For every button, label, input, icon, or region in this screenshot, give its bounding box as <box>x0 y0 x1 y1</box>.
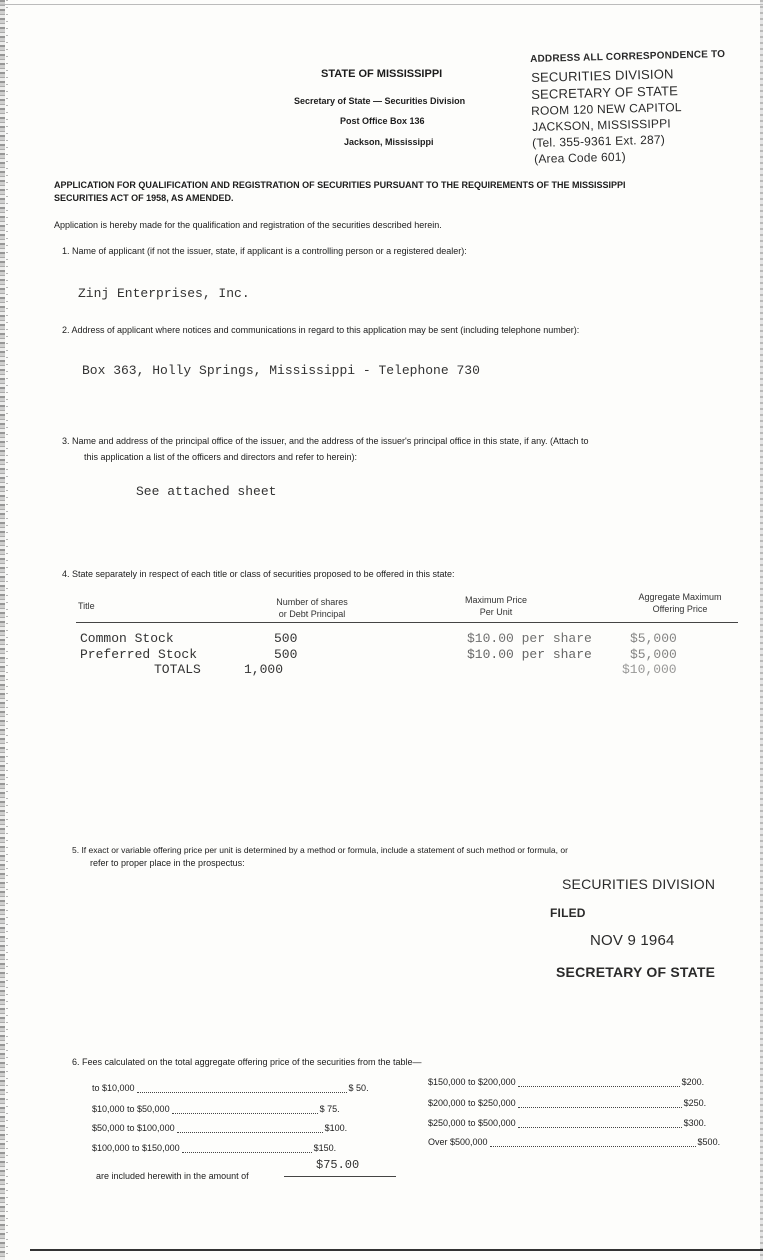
col-agg-header-1: Aggregate Maximum <box>638 592 722 602</box>
row-2-agg: $5,000 <box>630 647 677 662</box>
scan-bottom-line <box>30 1249 763 1251</box>
q1-answer: Zinj Enterprises, Inc. <box>78 286 250 301</box>
q3-label-2: this application a list of the officers and directors and refer to herein): <box>84 452 357 462</box>
intro-text: Application is hereby made for the qualification and registration of the securities described herein. <box>54 220 442 230</box>
row-1-title: Common Stock <box>80 631 174 646</box>
row-1-shares: 500 <box>274 631 298 646</box>
col-shares-header-2: or Debt Principal <box>278 609 346 619</box>
fee-included-underline <box>284 1176 396 1177</box>
fee-left-row-3: $50,000 to $100,000 $100. <box>92 1123 348 1133</box>
stamp-line-2: SECURITIES DIVISION <box>531 66 674 85</box>
filed-stamp-office: SECRETARY OF STATE <box>556 964 716 980</box>
scan-edge-left-dots <box>6 0 8 1260</box>
stamp-line-7: (Area Code 601) <box>534 149 627 166</box>
header-state: STATE OF MISSISSIPPI <box>321 68 443 80</box>
q5-label-2: refer to proper place in the prospectus: <box>90 858 245 868</box>
stamp-line-6: (Tel. 355-9361 Ext. 287) <box>532 132 666 150</box>
fee-right-row-2: $200,000 to $250,000 $250. <box>428 1098 707 1108</box>
q4-label: 4. State separately in respect of each title or class of securities proposed to be offered in this state: <box>62 569 455 579</box>
scan-edge-left <box>0 0 5 1260</box>
row-2-title: Preferred Stock <box>80 647 198 662</box>
filed-stamp-division: SECURITIES DIVISION <box>562 876 716 892</box>
q2-answer: Box 363, Holly Springs, Mississippi - Telephone 730 <box>82 363 480 378</box>
filed-stamp-filed: FILED <box>550 906 586 920</box>
q5-label-1: 5. If exact or variable offering price per unit is determined by a method or formula, include a statement of such method or formula, or <box>72 845 568 855</box>
col-price-header-2: Per Unit <box>479 607 513 617</box>
filed-stamp-date: NOV 9 1964 <box>590 932 675 949</box>
row-totals-shares: 1,000 <box>244 662 284 677</box>
header-office: Secretary of State — Securities Division <box>294 96 466 106</box>
stamp-line-1: ADDRESS ALL CORRESPONDENCE TO <box>530 48 726 65</box>
header-box: Post Office Box 136 <box>340 116 425 126</box>
fee-left-row-1: to $10,000 $ 50. <box>92 1083 369 1093</box>
row-totals-agg: $10,000 <box>622 662 677 677</box>
fee-right-row-4: Over $500,000 $500. <box>428 1137 721 1147</box>
row-2-shares: 500 <box>274 647 298 662</box>
header-city: Jackson, Mississippi <box>344 137 434 147</box>
table-header-rule <box>76 622 738 623</box>
col-shares-header-1: Number of shares <box>276 597 348 607</box>
row-1-agg: $5,000 <box>630 631 677 646</box>
fee-left-row-4: $100,000 to $150,000 $150. <box>92 1143 337 1153</box>
col-title-header: Title <box>78 601 95 611</box>
q6-label: 6. Fees calculated on the total aggregate offering price of the securities from the table— <box>72 1057 422 1067</box>
title-line-2: SECURITIES ACT OF 1958, AS AMENDED. <box>54 193 234 203</box>
scan-top-line <box>0 4 763 5</box>
col-price-header-1: Maximum Price <box>464 595 527 605</box>
fee-right-row-1: $150,000 to $200,000 $200. <box>428 1077 705 1087</box>
q1-label: 1. Name of applicant (if not the issuer, state, if applicant is a controlling person or a registered dealer): <box>62 246 467 256</box>
row-totals-title: TOTALS <box>154 662 201 677</box>
fee-included-amount: $75.00 <box>316 1158 360 1172</box>
fee-included-label: are included herewith in the amount of <box>96 1171 249 1181</box>
row-2-price: $10.00 per share <box>467 647 592 662</box>
fee-left-row-2: $10,000 to $50,000 $ 75. <box>92 1104 340 1114</box>
col-agg-header-2: Offering Price <box>652 604 708 614</box>
stamp-line-3: SECRETARY OF STATE <box>531 83 679 102</box>
row-1-price: $10.00 per share <box>467 631 592 646</box>
title-line-1: APPLICATION FOR QUALIFICATION AND REGISTRATION OF SECURITIES PURSUANT TO THE REQUIREMENTS OF THE MISSISSIPPI <box>54 180 626 190</box>
q2-label: 2. Address of applicant where notices and communications in regard to this application may be sent (including telephone number): <box>62 325 580 335</box>
stamp-line-5: JACKSON, MISSISSIPPI <box>532 116 672 134</box>
q3-label-1: 3. Name and address of the principal office of the issuer, and the address of the issuer's principal office in this state, if any. (Attach to <box>62 436 589 446</box>
fee-right-row-3: $250,000 to $500,000 $300. <box>428 1118 707 1128</box>
stamp-line-4: ROOM 120 NEW CAPITOL <box>531 100 682 118</box>
q3-answer: See attached sheet <box>136 484 277 499</box>
